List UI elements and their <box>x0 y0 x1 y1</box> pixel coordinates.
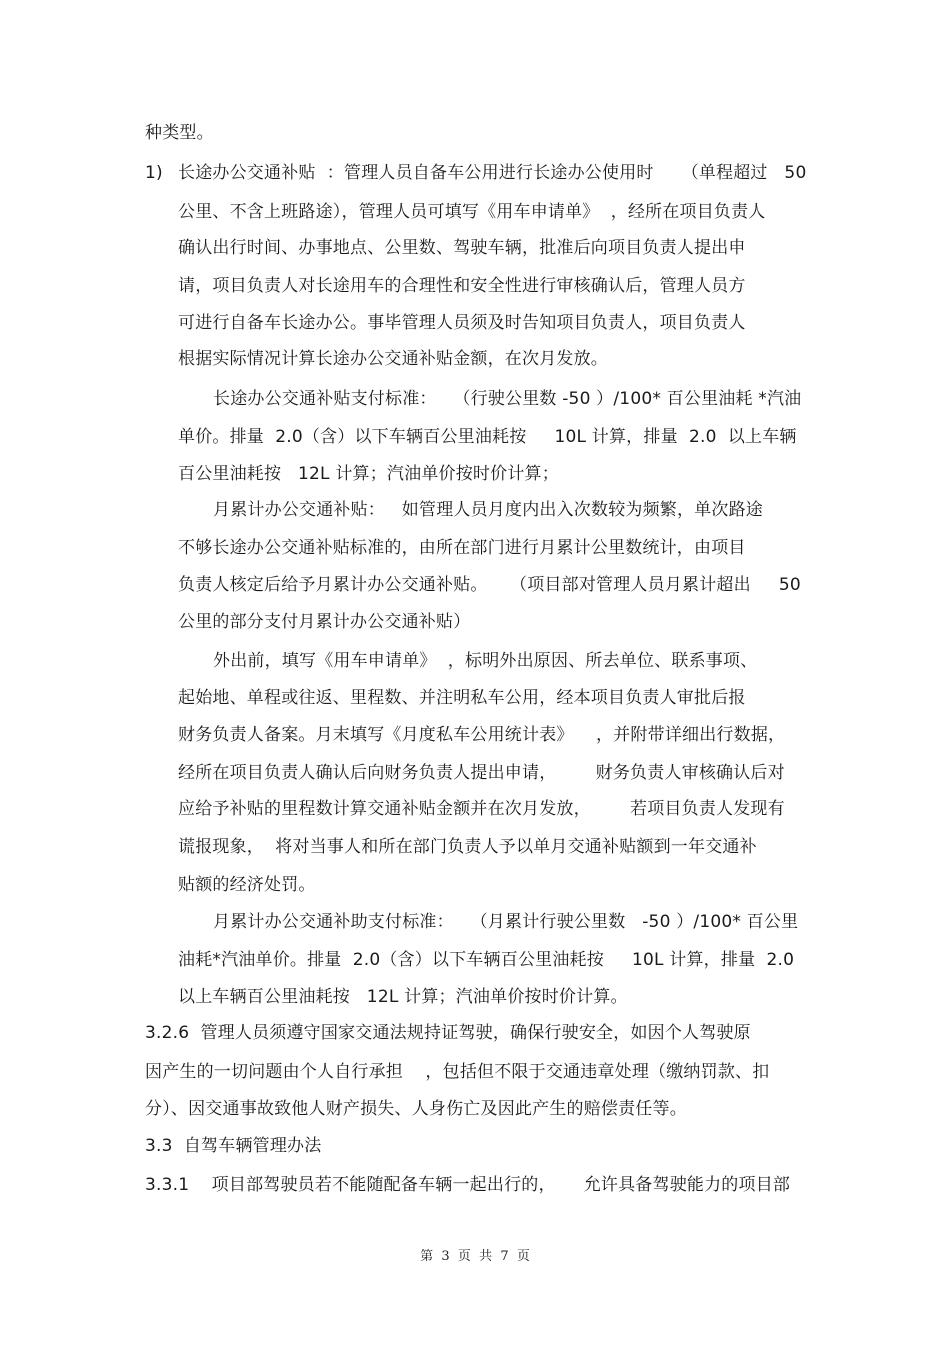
text-line: 贴额的经济处罚。 <box>178 875 316 895</box>
text-line: 单价。排量 2.0（含）以下车辆百公里油耗按 10L 计算，排量 2.0 以上车辆 <box>178 427 797 447</box>
text-line: 公里的部分支付月累计办公交通补贴） <box>178 612 471 632</box>
section-heading-3-3-1: 3.3.1 项目部驾驶员若不能随配备车辆一起出行的， 允许具备驾驶能力的项目部 <box>145 1175 791 1195</box>
text-line: 经所在项目负责人确认后向财务负责人提出申请， 财务负责人审核确认后对 <box>178 763 785 783</box>
text-line: 根据实际情况计算长途办公交通补贴金额，在次月发放。 <box>178 349 608 369</box>
list-marker: 1) <box>145 163 163 183</box>
text-line: 月累计办公交通补贴： 如管理人员月度内出入次数较为频繁，单次路途 <box>213 500 764 520</box>
text-line: 百公里油耗按 12L 计算；汽油单价按时价计算； <box>178 464 559 484</box>
text-line: 种类型。 <box>145 123 214 143</box>
text-line: 谎报现象， 将对当事人和所在部门负责人予以单月交通补贴额到一年交通补 <box>178 837 757 857</box>
text-line: 以上车辆百公里油耗按 12L 计算；汽油单价按时价计算。 <box>178 987 628 1007</box>
text-line: 负责人核定后给予月累计办公交通补贴。 （项目部对管理人员月累计超出 50 <box>178 575 801 595</box>
text-line: 油耗*汽油单价。排量 2.0（含）以下车辆百公里油耗按 10L 计算，排量 2.0 <box>178 950 795 970</box>
text-line: 财务负责人备案。月末填写《月度私车公用统计表》 ，并附带详细出行数据， <box>178 725 786 745</box>
text-line: 因产生的一切问题由个人自行承担 ，包括但不限于交通违章处理（缴纳罚款、扣 <box>145 1062 770 1082</box>
text-line: 应给予补贴的里程数计算交通补贴金额并在次月发放， 若项目负责人发现有 <box>178 799 785 819</box>
page-footer: 第 3 页 共 7 页 <box>420 1249 530 1264</box>
section-heading-3-2-6: 3.2.6 管理人员须遵守国家交通法规持证驾驶，确保行驶安全，如因个人驾驶原 <box>145 1023 751 1043</box>
text-line: 请，项目负责人对长途用车的合理性和安全性进行审核确认后，管理人员方 <box>178 276 746 296</box>
text-line: 起始地、单程或往返、里程数、并注明私车公用，经本项目负责人审批后报 <box>178 688 746 708</box>
text-line: 长途办公交通补贴支付标准： （行驶公里数 -50 ）/100* 百公里油耗 *汽油 <box>213 389 802 409</box>
section-heading-3-3: 3.3 自驾车辆管理办法 <box>145 1136 322 1156</box>
text-line: 长途办公交通补贴 ：管理人员自备车公用进行长途办公使用时 （单程超过 50 <box>178 163 807 183</box>
text-line: 可进行自备车长途办公。事毕管理人员须及时告知项目负责人，项目负责人 <box>178 313 746 333</box>
text-line: 公里、不含上班路途），管理人员可填写《用车申请单》 ，经所在项目负责人 <box>178 202 766 222</box>
text-line: 不够长途办公交通补贴标准的，由所在部门进行月累计公里数统计，由项目 <box>178 538 746 558</box>
text-line: 外出前，填写《用车申请单》 ，标明外出原因、所去单位、联系事项、 <box>213 651 758 671</box>
text-line: 确认出行时间、办事地点、公里数、驾驶车辆，批准后向项目负责人提出申 <box>178 238 746 258</box>
text-line: 分）、因交通事故致他人财产损失、人身伤亡及因此产生的赔偿责任等。 <box>145 1099 687 1119</box>
text-line: 月累计办公交通补助支付标准： （月累计行驶公里数 -50 ）/100* 百公里 <box>213 912 799 932</box>
